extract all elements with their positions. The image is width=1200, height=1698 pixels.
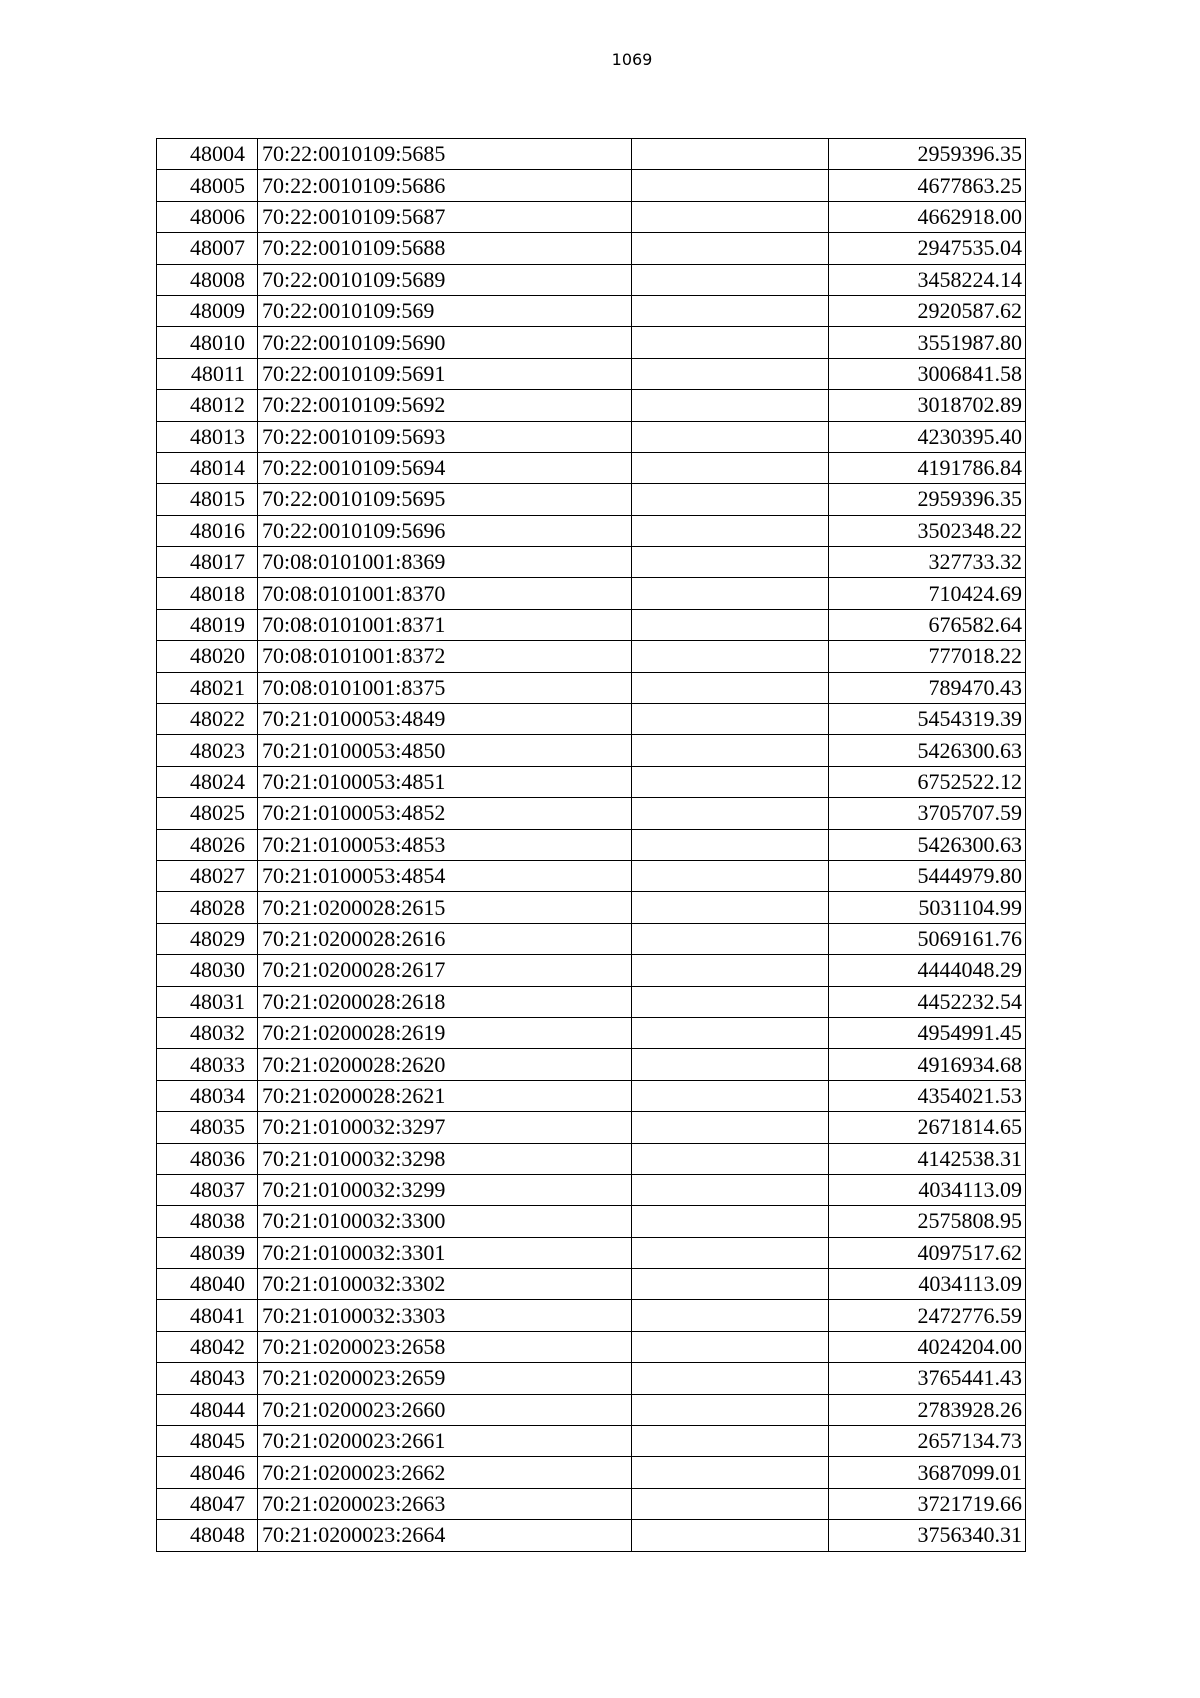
row-number-cell: 48033 (157, 1049, 258, 1080)
table-row (157, 892, 1026, 923)
cadastral-number-cell: 70:22:0010109:5692 (258, 390, 632, 421)
cadastral-value-cell: 3687099.01 (829, 1457, 1026, 1488)
table-row (157, 766, 1026, 797)
table-row (157, 641, 1026, 672)
empty-cell (632, 641, 829, 672)
empty-cell (632, 923, 829, 954)
cadastral-value-cell: 4916934.68 (829, 1049, 1026, 1080)
empty-cell (632, 170, 829, 201)
cadastral-number-cell: 70:22:0010109:5687 (258, 201, 632, 232)
empty-cell (632, 1112, 829, 1143)
empty-cell (632, 452, 829, 483)
cadastral-value-cell: 5426300.63 (829, 735, 1026, 766)
row-number-cell: 48041 (157, 1300, 258, 1331)
cadastral-number-cell: 70:08:0101001:8375 (258, 672, 632, 703)
empty-cell (632, 1017, 829, 1048)
table-row (157, 1237, 1026, 1268)
cadastral-value-cell: 2920587.62 (829, 295, 1026, 326)
cadastral-number-cell: 70:22:0010109:5694 (258, 452, 632, 483)
table-row (157, 1143, 1026, 1174)
row-number-cell: 48008 (157, 264, 258, 295)
table-row (157, 1520, 1026, 1551)
table-row (157, 421, 1026, 452)
cadastral-number-cell: 70:22:0010109:5695 (258, 484, 632, 515)
cadastral-value-cell: 2783928.26 (829, 1394, 1026, 1425)
cadastral-number-cell: 70:21:0100053:4850 (258, 735, 632, 766)
table-row (157, 264, 1026, 295)
row-number-cell: 48014 (157, 452, 258, 483)
cadastral-number-cell: 70:21:0200023:2661 (258, 1426, 632, 1457)
row-number-cell: 48028 (157, 892, 258, 923)
cadastral-number-cell: 70:21:0100032:3298 (258, 1143, 632, 1174)
cadastral-number-cell: 70:21:0100032:3302 (258, 1269, 632, 1300)
table-row (157, 1426, 1026, 1457)
cadastral-value-cell: 4954991.45 (829, 1017, 1026, 1048)
row-number-cell: 48011 (157, 358, 258, 389)
row-number-cell: 48010 (157, 327, 258, 358)
table-row (157, 1394, 1026, 1425)
cadastral-number-cell: 70:21:0100032:3300 (258, 1206, 632, 1237)
empty-cell (632, 1331, 829, 1362)
row-number-cell: 48043 (157, 1363, 258, 1394)
row-number-cell: 48045 (157, 1426, 258, 1457)
empty-cell (632, 1174, 829, 1205)
cadastral-value-cell: 2575808.95 (829, 1206, 1026, 1237)
cadastral-number-cell: 70:21:0200028:2615 (258, 892, 632, 923)
cadastral-value-cell: 4444048.29 (829, 955, 1026, 986)
table-row (157, 1017, 1026, 1048)
table-row (157, 1457, 1026, 1488)
empty-cell (632, 798, 829, 829)
table-row (157, 672, 1026, 703)
row-number-cell: 48012 (157, 390, 258, 421)
row-number-cell: 48030 (157, 955, 258, 986)
row-number-cell: 48021 (157, 672, 258, 703)
row-number-cell: 48015 (157, 484, 258, 515)
cadastral-value-cell: 2959396.35 (829, 139, 1026, 170)
empty-cell (632, 233, 829, 264)
table-row (157, 1488, 1026, 1519)
cadastral-number-cell: 70:22:0010109:5686 (258, 170, 632, 201)
row-number-cell: 48044 (157, 1394, 258, 1425)
cadastral-number-cell: 70:21:0200023:2664 (258, 1520, 632, 1551)
empty-cell (632, 1269, 829, 1300)
table-row (157, 295, 1026, 326)
empty-cell (632, 390, 829, 421)
cadastral-number-cell: 70:21:0200023:2658 (258, 1331, 632, 1362)
cadastral-value-cell: 4142538.31 (829, 1143, 1026, 1174)
cadastral-number-cell: 70:21:0200028:2617 (258, 955, 632, 986)
empty-cell (632, 547, 829, 578)
table-row (157, 1174, 1026, 1205)
row-number-cell: 48019 (157, 609, 258, 640)
row-number-cell: 48005 (157, 170, 258, 201)
cadastral-value-cell: 2472776.59 (829, 1300, 1026, 1331)
cadastral-number-cell: 70:21:0200023:2660 (258, 1394, 632, 1425)
empty-cell (632, 609, 829, 640)
table-row (157, 1049, 1026, 1080)
cadastral-value-cell: 5031104.99 (829, 892, 1026, 923)
row-number-cell: 48039 (157, 1237, 258, 1268)
row-number-cell: 48024 (157, 766, 258, 797)
row-number-cell: 48031 (157, 986, 258, 1017)
row-number-cell: 48013 (157, 421, 258, 452)
table-row (157, 578, 1026, 609)
cadastral-value-cell: 3458224.14 (829, 264, 1026, 295)
empty-cell (632, 1206, 829, 1237)
table-row (157, 1269, 1026, 1300)
cadastral-value-cell: 4191786.84 (829, 452, 1026, 483)
row-number-cell: 48004 (157, 139, 258, 170)
cadastral-number-cell: 70:22:0010109:5693 (258, 421, 632, 452)
row-number-cell: 48018 (157, 578, 258, 609)
cadastral-value-cell: 3551987.80 (829, 327, 1026, 358)
empty-cell (632, 295, 829, 326)
cadastral-number-cell: 70:21:0100032:3297 (258, 1112, 632, 1143)
row-number-cell: 48035 (157, 1112, 258, 1143)
cadastral-value-cell: 3018702.89 (829, 390, 1026, 421)
empty-cell (632, 1363, 829, 1394)
empty-cell (632, 892, 829, 923)
cadastral-number-cell: 70:21:0200028:2618 (258, 986, 632, 1017)
row-number-cell: 48009 (157, 295, 258, 326)
cadastral-value-cell: 3765441.43 (829, 1363, 1026, 1394)
cadastral-number-cell: 70:22:0010109:5691 (258, 358, 632, 389)
empty-cell (632, 986, 829, 1017)
cadastral-number-cell: 70:22:0010109:5690 (258, 327, 632, 358)
empty-cell (632, 704, 829, 735)
table-row (157, 986, 1026, 1017)
cadastral-number-cell: 70:21:0100053:4853 (258, 829, 632, 860)
cadastral-value-cell: 5426300.63 (829, 829, 1026, 860)
row-number-cell: 48023 (157, 735, 258, 766)
empty-cell (632, 1300, 829, 1331)
cadastral-value-cell: 710424.69 (829, 578, 1026, 609)
table-row (157, 233, 1026, 264)
cadastral-number-cell: 70:21:0200023:2659 (258, 1363, 632, 1394)
empty-cell (632, 358, 829, 389)
cadastral-number-cell: 70:08:0101001:8371 (258, 609, 632, 640)
table-row (157, 547, 1026, 578)
table-row (157, 1300, 1026, 1331)
cadastral-number-cell: 70:21:0100032:3303 (258, 1300, 632, 1331)
empty-cell (632, 1049, 829, 1080)
cadastral-number-cell: 70:08:0101001:8369 (258, 547, 632, 578)
cadastral-number-cell: 70:21:0200023:2663 (258, 1488, 632, 1519)
cadastral-value-cell: 3756340.31 (829, 1520, 1026, 1551)
cadastral-number-cell: 70:21:0100053:4852 (258, 798, 632, 829)
cadastral-number-cell: 70:21:0100053:4851 (258, 766, 632, 797)
table-row (157, 955, 1026, 986)
table-row (157, 923, 1026, 954)
cadastral-value-cell: 2959396.35 (829, 484, 1026, 515)
table-row (157, 1206, 1026, 1237)
table-row (157, 1080, 1026, 1111)
cadastral-value-cell: 4034113.09 (829, 1269, 1026, 1300)
cadastral-number-cell: 70:21:0200028:2620 (258, 1049, 632, 1080)
cadastral-number-cell: 70:21:0200028:2616 (258, 923, 632, 954)
empty-cell (632, 955, 829, 986)
cadastral-value-cell: 789470.43 (829, 672, 1026, 703)
cadastral-number-cell: 70:21:0100032:3301 (258, 1237, 632, 1268)
table-row (157, 1112, 1026, 1143)
table-row (157, 798, 1026, 829)
table-row (157, 170, 1026, 201)
empty-cell (632, 829, 829, 860)
cadastral-value-cell: 4452232.54 (829, 986, 1026, 1017)
row-number-cell: 48007 (157, 233, 258, 264)
table-row (157, 1363, 1026, 1394)
table-body (157, 139, 1026, 1552)
empty-cell (632, 484, 829, 515)
cadastral-value-cell: 2671814.65 (829, 1112, 1026, 1143)
empty-cell (632, 672, 829, 703)
table-row (157, 484, 1026, 515)
cadastral-value-cell: 3721719.66 (829, 1488, 1026, 1519)
table-row (157, 735, 1026, 766)
cadastral-number-cell: 70:22:0010109:5689 (258, 264, 632, 295)
table-row (157, 327, 1026, 358)
row-number-cell: 48038 (157, 1206, 258, 1237)
empty-cell (632, 860, 829, 891)
row-number-cell: 48036 (157, 1143, 258, 1174)
cadastral-value-cell: 6752522.12 (829, 766, 1026, 797)
empty-cell (632, 735, 829, 766)
empty-cell (632, 264, 829, 295)
empty-cell (632, 1237, 829, 1268)
cadastral-number-cell: 70:22:0010109:5696 (258, 515, 632, 546)
row-number-cell: 48029 (157, 923, 258, 954)
row-number-cell: 48046 (157, 1457, 258, 1488)
empty-cell (632, 1394, 829, 1425)
table-row (157, 1331, 1026, 1362)
cadastral-value-cell: 5069161.76 (829, 923, 1026, 954)
row-number-cell: 48022 (157, 704, 258, 735)
table-row (157, 860, 1026, 891)
row-number-cell: 48026 (157, 829, 258, 860)
cadastral-number-cell: 70:21:0200028:2621 (258, 1080, 632, 1111)
cadastral-value-cell: 4662918.00 (829, 201, 1026, 232)
row-number-cell: 48042 (157, 1331, 258, 1362)
row-number-cell: 48032 (157, 1017, 258, 1048)
empty-cell (632, 1520, 829, 1551)
cadastral-number-cell: 70:21:0100053:4854 (258, 860, 632, 891)
table-row (157, 390, 1026, 421)
cadastral-value-cell: 3006841.58 (829, 358, 1026, 389)
cadastral-number-cell: 70:08:0101001:8372 (258, 641, 632, 672)
cadastral-value-cell: 2947535.04 (829, 233, 1026, 264)
row-number-cell: 48027 (157, 860, 258, 891)
row-number-cell: 48006 (157, 201, 258, 232)
cadastral-value-cell: 5444979.80 (829, 860, 1026, 891)
row-number-cell: 48020 (157, 641, 258, 672)
row-number-cell: 48037 (157, 1174, 258, 1205)
cadastral-number-cell: 70:22:0010109:5685 (258, 139, 632, 170)
cadastral-value-cell: 4677863.25 (829, 170, 1026, 201)
cadastral-value-cell: 2657134.73 (829, 1426, 1026, 1457)
cadastral-value-cell: 327733.32 (829, 547, 1026, 578)
table-row (157, 704, 1026, 735)
cadastral-number-cell: 70:21:0100032:3299 (258, 1174, 632, 1205)
empty-cell (632, 1143, 829, 1174)
empty-cell (632, 139, 829, 170)
row-number-cell: 48034 (157, 1080, 258, 1111)
cadastral-value-cell: 4034113.09 (829, 1174, 1026, 1205)
cadastral-value-cell: 777018.22 (829, 641, 1026, 672)
empty-cell (632, 421, 829, 452)
cadastral-value-cell: 4024204.00 (829, 1331, 1026, 1362)
empty-cell (632, 1457, 829, 1488)
empty-cell (632, 327, 829, 358)
cadastral-value-cell: 676582.64 (829, 609, 1026, 640)
row-number-cell: 48017 (157, 547, 258, 578)
cadastral-number-cell: 70:22:0010109:5688 (258, 233, 632, 264)
cadastral-value-cell: 5454319.39 (829, 704, 1026, 735)
cadastral-number-cell: 70:21:0200028:2619 (258, 1017, 632, 1048)
cadastral-value-cell: 4230395.40 (829, 421, 1026, 452)
cadastral-number-cell: 70:21:0100053:4849 (258, 704, 632, 735)
empty-cell (632, 1488, 829, 1519)
cadastral-number-cell: 70:08:0101001:8370 (258, 578, 632, 609)
row-number-cell: 48016 (157, 515, 258, 546)
table-row (157, 515, 1026, 546)
table-row (157, 139, 1026, 170)
cadastral-value-cell: 4097517.62 (829, 1237, 1026, 1268)
cadastral-value-table (156, 138, 1026, 1552)
table-row (157, 358, 1026, 389)
table-row (157, 201, 1026, 232)
empty-cell (632, 515, 829, 546)
empty-cell (632, 1080, 829, 1111)
row-number-cell: 48040 (157, 1269, 258, 1300)
row-number-cell: 48047 (157, 1488, 258, 1519)
table-row (157, 829, 1026, 860)
row-number-cell: 48048 (157, 1520, 258, 1551)
table-row (157, 452, 1026, 483)
empty-cell (632, 766, 829, 797)
cadastral-value-cell: 4354021.53 (829, 1080, 1026, 1111)
page-number: 1069 (611, 50, 653, 69)
cadastral-number-cell: 70:22:0010109:569 (258, 295, 632, 326)
row-number-cell: 48025 (157, 798, 258, 829)
empty-cell (632, 1426, 829, 1457)
empty-cell (632, 201, 829, 232)
table-row (157, 609, 1026, 640)
cadastral-value-cell: 3705707.59 (829, 798, 1026, 829)
empty-cell (632, 578, 829, 609)
cadastral-number-cell: 70:21:0200023:2662 (258, 1457, 632, 1488)
cadastral-value-cell: 3502348.22 (829, 515, 1026, 546)
